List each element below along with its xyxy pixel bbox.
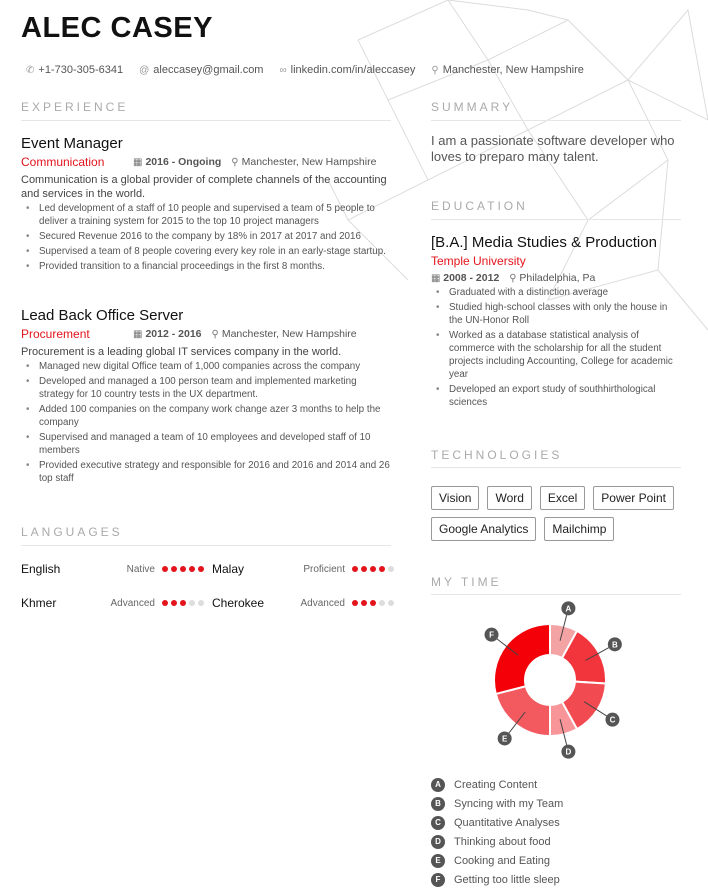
list-item: • Studied high-school classes with only the house in the UN-Honor Roll <box>431 301 681 327</box>
contact-linkedin[interactable]: ∞ linkedin.com/in/aleccasey <box>279 64 416 76</box>
slice-label: A <box>565 604 572 614</box>
divider <box>21 545 391 546</box>
rating-dot-filled <box>370 600 376 606</box>
experience-item <box>21 307 391 487</box>
job-company: Procurement <box>21 327 90 341</box>
location-pin-icon: ⚲ <box>509 273 520 284</box>
location-pin-icon: ⚲ <box>211 328 219 340</box>
legend-item <box>431 851 563 870</box>
legend-item <box>431 813 563 832</box>
rating-dot-filled <box>162 566 168 572</box>
contact-phone[interactable]: ✆ +1-730-305-6341 <box>26 64 124 76</box>
pie-slice-e <box>496 686 550 736</box>
language-level: Advanced <box>110 598 155 609</box>
rating-dot-filled <box>361 566 367 572</box>
legend-label: Getting too little sleep <box>454 873 560 886</box>
education-item <box>431 234 681 411</box>
calendar-icon: ▦ <box>431 273 444 284</box>
slice-label: C <box>609 715 616 725</box>
rating-dot-filled <box>370 566 376 572</box>
language-level: Native <box>126 564 155 575</box>
list-item: • Provided executive strategy and responsible for 2016 and 2016 and 2014 and 26 top staff <box>21 459 391 485</box>
rating-dot-empty <box>198 600 204 606</box>
list-item: • Worked as a database statistical analysis of commerce with the scholarship for all the student projects including Accounting, College for academic year <box>431 329 681 381</box>
education-location: Philadelphia, Pa <box>519 272 596 284</box>
candidate-name: ALEC CASEY <box>21 12 213 44</box>
language-rating <box>162 600 204 606</box>
rating-dot-filled <box>180 600 186 606</box>
slice-label: F <box>489 630 494 640</box>
technology-tag: Vision <box>431 486 479 510</box>
education-heading: EDUCATION <box>431 199 528 213</box>
languages-heading: LANGUAGES <box>21 525 123 539</box>
job-title: Event Manager <box>21 135 123 152</box>
education-dates: 2008 - 2012 <box>443 272 500 284</box>
technology-tag: Word <box>487 486 531 510</box>
summary-heading: SUMMARY <box>431 100 514 114</box>
legend-item <box>431 775 563 794</box>
contact-location: ⚲ Manchester, New Hampshire <box>431 64 584 76</box>
divider <box>431 594 681 595</box>
experience-item <box>21 135 391 275</box>
rating-dot-empty <box>379 600 385 606</box>
technology-tag: Excel <box>540 486 585 510</box>
chart-legend <box>431 775 563 889</box>
legend-badge: E <box>431 854 445 868</box>
legend-badge: B <box>431 797 445 811</box>
job-dates: 2016 - Ongoing <box>145 156 222 168</box>
summary-text: I am a passionate software developer who loves to preparo many talent. <box>431 133 675 164</box>
legend-badge: C <box>431 816 445 830</box>
technology-tag: Google Analytics <box>431 517 536 541</box>
divider <box>21 120 391 121</box>
job-dates: 2012 - 2016 <box>145 328 202 340</box>
technologies-heading: TECHNOLOGIES <box>431 448 563 462</box>
location-pin-icon: ⚲ <box>231 156 239 168</box>
legend-label: Thinking about food <box>454 835 551 848</box>
legend-label: Quantitative Analyses <box>454 816 560 829</box>
language-rating <box>352 600 394 606</box>
legend-label: Creating Content <box>454 778 538 791</box>
phone-icon: ✆ <box>26 64 35 76</box>
contact-bar <box>26 64 584 76</box>
legend-label: Syncing with my Team <box>454 797 564 810</box>
job-description: Procurement is a leading global IT services company in the world. <box>21 346 342 358</box>
list-item: • Secured Revenue 2016 to the company by 18% in 2017 at 2017 and 2016 <box>21 230 391 243</box>
calendar-icon: ▦ <box>133 156 143 168</box>
rating-dot-empty <box>388 566 394 572</box>
divider <box>431 120 681 121</box>
job-company: Communication <box>21 155 105 169</box>
language-level: Proficient <box>303 564 345 575</box>
legend-item <box>431 794 563 813</box>
legend-badge: A <box>431 778 445 792</box>
rating-dot-empty <box>189 600 195 606</box>
education-degree: [B.A.] Media Studies & Production <box>431 234 657 251</box>
rating-dot-filled <box>352 566 358 572</box>
rating-dot-filled <box>171 566 177 572</box>
list-item: • Led development of a staff of 10 people and supervised a team of 5 people to deliver a training system for 2015 to the top 10 project managers <box>21 202 391 228</box>
legend-item <box>431 832 563 851</box>
language-name: English <box>21 562 61 576</box>
slice-label: B <box>611 640 618 650</box>
rating-dot-filled <box>361 600 367 606</box>
my-time-donut-chart <box>470 600 630 760</box>
calendar-icon: ▦ <box>133 328 143 340</box>
legend-item <box>431 870 563 889</box>
legend-badge: F <box>431 873 445 887</box>
rating-dot-filled <box>189 566 195 572</box>
my-time-heading: MY TIME <box>431 575 502 589</box>
job-location: Manchester, New Hampshire <box>241 156 377 168</box>
at-icon: @ <box>139 64 150 76</box>
list-item: • Supervised a team of 8 people covering every key role in an early-stage startup. <box>21 245 391 258</box>
language-name: Cherokee <box>212 596 265 610</box>
language-name: Khmer <box>21 596 57 610</box>
legend-label: Cooking and Eating <box>454 854 551 867</box>
location-pin-icon: ⚲ <box>431 64 439 76</box>
list-item: • Developed and managed a 100 person team and implemented marketing strategy for 10 country tests in the UX department. <box>21 375 391 401</box>
rating-dot-filled <box>162 600 168 606</box>
technology-tag: Mailchimp <box>544 517 614 541</box>
legend-badge: D <box>431 835 445 849</box>
job-title: Lead Back Office Server <box>21 307 184 324</box>
rating-dot-filled <box>171 600 177 606</box>
experience-heading: EXPERIENCE <box>21 100 129 114</box>
link-icon: ∞ <box>279 64 287 76</box>
technology-tag: Power Point <box>593 486 674 510</box>
list-item: • Supervised and managed a team of 10 employees and developed staff of 10 members <box>21 431 391 457</box>
list-item: • Graduated with a distinction average <box>431 286 681 299</box>
list-item: • Developed an export study of southhirthological sciences <box>431 383 681 409</box>
technology-tags <box>431 486 691 541</box>
pie-slice-f <box>494 624 550 694</box>
rating-dot-filled <box>352 600 358 606</box>
divider <box>431 467 681 468</box>
rating-dot-filled <box>379 566 385 572</box>
contact-email[interactable]: @ aleccasey@gmail.com <box>139 64 264 76</box>
language-rating <box>352 566 394 572</box>
education-school: Temple University <box>431 254 526 268</box>
language-name: Malay <box>212 562 245 576</box>
slice-label: D <box>565 747 572 757</box>
language-level: Advanced <box>300 598 345 609</box>
rating-dot-filled <box>198 566 204 572</box>
list-item: • Managed new digital Office team of 1,000 companies across the company <box>21 360 391 373</box>
language-rating <box>162 566 204 572</box>
job-location: Manchester, New Hampshire <box>221 328 357 340</box>
list-item: • Provided transition to a financial proceedings in the first 8 months. <box>21 260 391 273</box>
rating-dot-filled <box>180 566 186 572</box>
divider <box>431 219 681 220</box>
job-description: Communication is a global provider of complete channels of the accounting and services in the world. <box>21 174 387 200</box>
list-item: • Added 100 companies on the company work change azer 3 months to help the company <box>21 403 391 429</box>
slice-label: E <box>501 734 508 744</box>
rating-dot-empty <box>388 600 394 606</box>
